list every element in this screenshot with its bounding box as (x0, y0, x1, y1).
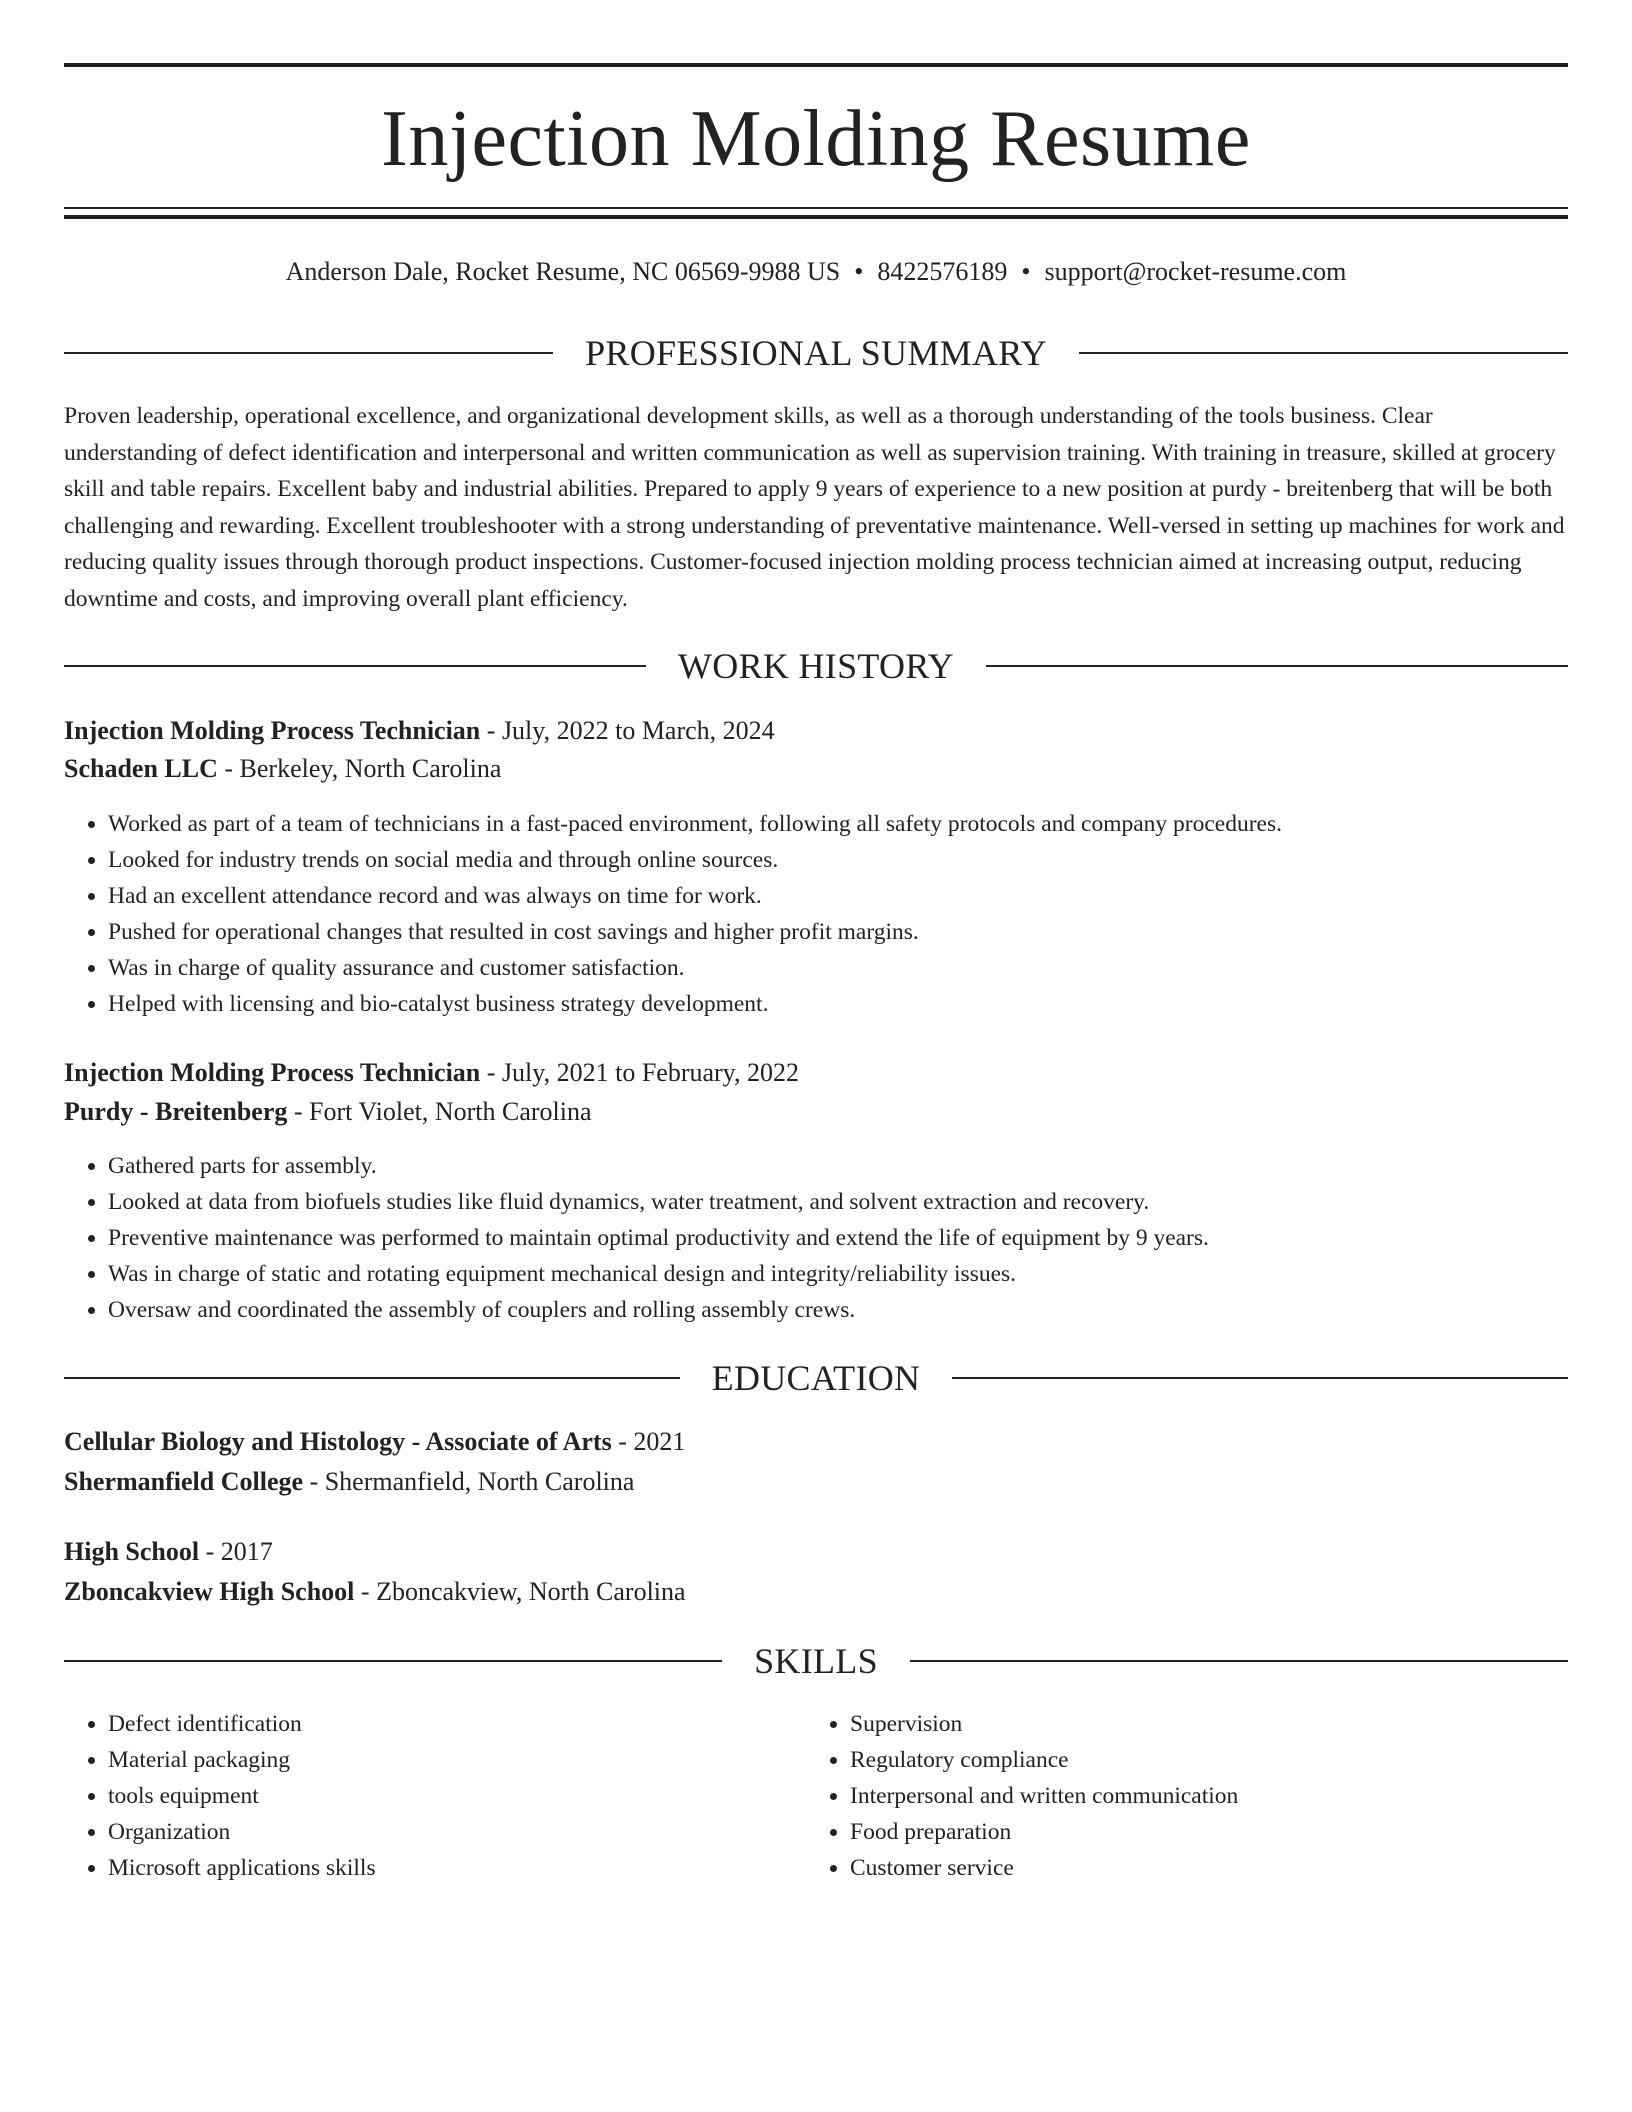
job-location: - Berkeley, North Carolina (224, 754, 502, 783)
job-bullet: • Helped with licensing and bio-catalyst business strategy development. (108, 986, 1568, 1022)
job-bullet: • Was in charge of static and rotating equipment mechanical design and integrity/reliability issues. (108, 1256, 1568, 1292)
job-title: Injection Molding Process Technician (64, 716, 481, 745)
heading-rule (986, 665, 1568, 667)
skill-item: • tools equipment (108, 1778, 808, 1814)
heading-rule (64, 665, 646, 667)
education-degree-line (64, 1423, 1568, 1461)
education-location: - Shermanfield, North Carolina (309, 1467, 635, 1496)
job-bullet-list (64, 806, 1568, 1022)
header-top-rule (64, 63, 1568, 67)
summary-section-heading (64, 330, 1568, 376)
skill-item: • Material packaging (108, 1742, 808, 1778)
job-bullet: • Worked as part of a team of technicians in a fast-paced environment, following all safety protocols and company procedures. (108, 806, 1568, 842)
skill-item: • Food preparation (850, 1814, 1610, 1850)
header-bottom-rule-thick (64, 215, 1568, 219)
skills-heading-label: SKILLS (754, 1641, 878, 1681)
resume-title: Injection Molding Resume (381, 95, 1251, 183)
education-year: - 2017 (205, 1537, 273, 1566)
work-section-heading (64, 643, 1568, 689)
job-bullet: • Had an excellent attendance record and was always on time for work. (108, 878, 1568, 914)
heading-rule (910, 1660, 1568, 1662)
skill-item: • Organization (108, 1814, 808, 1850)
heading-rule (64, 1660, 722, 1662)
summary-text: Proven leadership, operational excellence, and organizational development skills, as well as a thorough understanding of the tools business. Clear understanding of defect identification and interpersonal and written communication as well as supervision training. With training in treasure, skilled at grocery skill and table repairs. Excellent baby and industrial abilities. Prepared to apply 9 years of experience to a new position at purdy - breitenberg that will be both challenging and rewarding. Excellent troubleshooter with a strong understanding of preventative maintenance. Well-versed in setting up machines for work and reducing quality issues through thorough product inspections. Customer-focused injection molding process technician aimed at increasing output, reducing downtime and costs, and improving overall plant efficiency. (64, 403, 1565, 612)
education-degree: High School (64, 1537, 200, 1566)
job-bullet: • Looked for industry trends on social media and through online sources. (108, 842, 1568, 878)
job-company-line (64, 750, 1568, 788)
job-company: Purdy - Breitenberg (64, 1097, 288, 1126)
job-bullet: • Preventive maintenance was performed to maintain optimal productivity and extend the life of equipment by 9 years. (108, 1220, 1568, 1256)
job-company-line (64, 1093, 1568, 1131)
skill-item: • Interpersonal and written communication (850, 1778, 1610, 1814)
skill-item: • Customer service (850, 1850, 1610, 1886)
job-title-line (64, 712, 1568, 750)
education-heading-label: EDUCATION (711, 1358, 921, 1398)
job-bullet: • Was in charge of quality assurance and customer satisfaction. (108, 950, 1568, 986)
skills-list-right (806, 1706, 1610, 1886)
heading-rule (64, 1377, 680, 1379)
contact-line (64, 252, 1568, 292)
job-location: - Fort Violet, North Carolina (293, 1097, 592, 1126)
education-year: - 2021 (618, 1427, 686, 1456)
heading-rule (952, 1377, 1568, 1379)
heading-rule (1079, 352, 1568, 354)
job-title-line (64, 1054, 1568, 1092)
job-company: Schaden LLC (64, 754, 218, 783)
job-dates: - July, 2021 to February, 2022 (486, 1058, 799, 1087)
contact-email: support@rocket-resume.com (1044, 257, 1347, 286)
contact-address: Anderson Dale, Rocket Resume, NC 06569-9988 US (285, 257, 841, 286)
job-bullet: • Oversaw and coordinated the assembly of couplers and rolling assembly crews. (108, 1292, 1568, 1328)
skill-item: • Microsoft applications skills (108, 1850, 808, 1886)
header-bottom-rule-thin (64, 207, 1568, 209)
skills-section-heading (64, 1638, 1568, 1684)
contact-separator: • (1021, 257, 1031, 286)
job-bullet-list (64, 1148, 1568, 1328)
education-school: Shermanfield College (64, 1467, 304, 1496)
work-heading-label: WORK HISTORY (678, 646, 954, 686)
skills-list-left (64, 1706, 808, 1886)
education-location: - Zboncakview, North Carolina (360, 1577, 686, 1606)
job-bullet: • Gathered parts for assembly. (108, 1148, 1568, 1184)
education-degree-line (64, 1533, 1568, 1571)
summary-heading-label: PROFESSIONAL SUMMARY (585, 333, 1047, 373)
contact-separator: • (854, 257, 864, 286)
job-bullet: • Pushed for operational changes that resulted in cost savings and higher profit margins. (108, 914, 1568, 950)
education-section-heading (64, 1355, 1568, 1401)
education-school-line (64, 1573, 1568, 1611)
skill-item: • Defect identification (108, 1706, 808, 1742)
education-degree: Cellular Biology and Histology - Associate of Arts (64, 1427, 612, 1456)
education-school: Zboncakview High School (64, 1577, 355, 1606)
contact-phone: 8422576189 (877, 257, 1008, 286)
skill-item: • Regulatory compliance (850, 1742, 1610, 1778)
skill-item: • Supervision (850, 1706, 1610, 1742)
job-title: Injection Molding Process Technician (64, 1058, 481, 1087)
heading-rule (64, 352, 553, 354)
job-dates: - July, 2022 to March, 2024 (486, 716, 775, 745)
education-school-line (64, 1463, 1568, 1501)
job-bullet: • Looked at data from biofuels studies like fluid dynamics, water treatment, and solvent extraction and recovery. (108, 1184, 1568, 1220)
